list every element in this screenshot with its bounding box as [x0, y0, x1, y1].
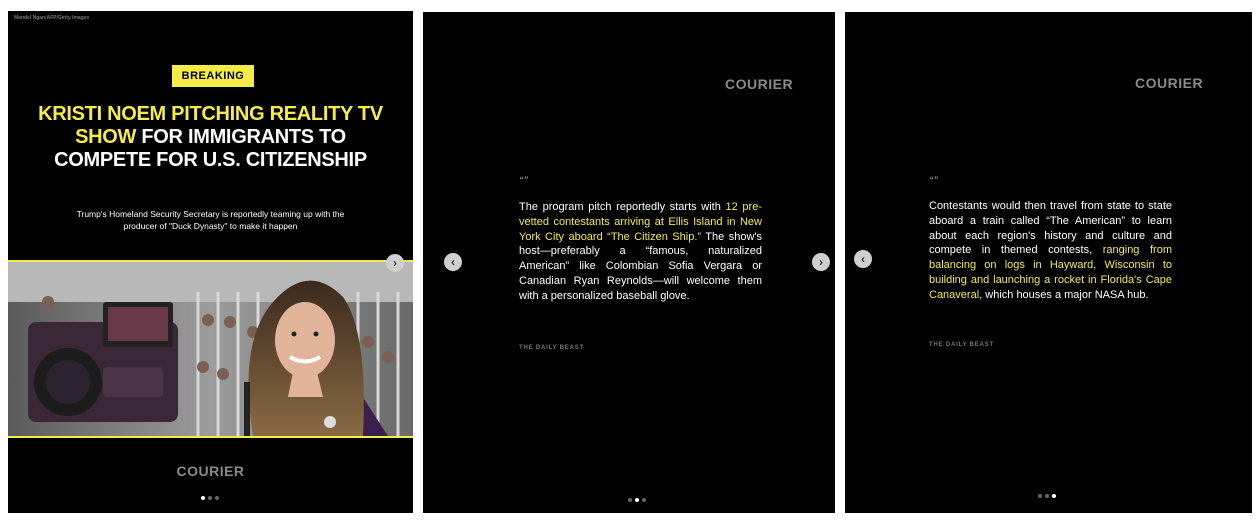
brand-logo: COURIER: [725, 76, 794, 92]
source-label: THE DAILY BEAST: [929, 342, 995, 348]
quote-icon: “”: [519, 175, 528, 185]
pagination-dot-2[interactable]: [635, 498, 639, 502]
quote-text-part: which houses a major NASA hub.: [982, 288, 1149, 301]
quote-text-part: Contestants would then travel from state to state aboard a train called “The American” to learn about each region's history and culture and compete in themed contests,: [929, 200, 1172, 257]
breaking-badge: BREAKING: [172, 65, 254, 87]
brand-logo: COURIER: [1135, 75, 1204, 91]
chevron-right-icon: ›: [819, 255, 823, 269]
quote-text: [929, 199, 1172, 303]
brand-logo: COURIER: [176, 463, 245, 479]
quote-text-highlight: ranging from balancing on logs in Hayward, Wisconsin to building and launching a rocket in Florida's Cape Canaveral,: [929, 244, 1172, 301]
pagination-dots: [628, 498, 646, 502]
prev-slide-button[interactable]: [444, 253, 462, 271]
next-slide-button[interactable]: [386, 254, 404, 272]
pagination-dot-3[interactable]: [1052, 494, 1056, 498]
carousel-slide-3: [845, 12, 1252, 513]
quote-icon: “”: [929, 175, 938, 185]
photo-credit: Mandel Ngan/AFP/Getty Images: [14, 15, 90, 21]
chevron-left-icon: ‹: [451, 255, 455, 269]
headline: [28, 103, 393, 172]
pagination-dot-2[interactable]: [1045, 494, 1049, 498]
pagination-dot-3[interactable]: [215, 496, 219, 500]
news-photo: [8, 260, 413, 438]
headline-rest: FOR IMMIGRANTS TO COMPETE FOR U.S. CITIZENSHIP: [54, 126, 367, 171]
pagination-dot-3[interactable]: [642, 498, 646, 502]
carousel-slide-2: [423, 12, 835, 513]
source-label: THE DAILY BEAST: [519, 345, 585, 351]
subheadline: Trump's Homeland Security Secretary is reportedly teaming up with the producer of "Duck Dynasty" to make it happen: [76, 209, 345, 231]
quote-text-part: The show's host—preferably a “famous, naturalized American” like Colombian Sofia Vergara or Canadian Ryan Reynolds—will welcome them with a personalized baseball glove.: [519, 230, 762, 302]
pagination-dots: [1038, 494, 1056, 498]
prev-slide-button[interactable]: [854, 250, 872, 268]
quote-text-highlight: 12 pre-vetted contestants arriving at Ellis Island in New York City aboard “The Citizen Ship.”: [519, 201, 762, 243]
pagination-dots: [201, 496, 219, 500]
pagination-dot-1[interactable]: [1038, 494, 1042, 498]
next-slide-button[interactable]: [812, 253, 830, 271]
quote-text: [519, 200, 762, 304]
pagination-dot-2[interactable]: [208, 496, 212, 500]
carousel-slide-1: [8, 11, 413, 513]
chevron-left-icon: ‹: [861, 252, 865, 266]
pagination-dot-1[interactable]: [201, 496, 205, 500]
pagination-dot-1[interactable]: [628, 498, 632, 502]
chevron-right-icon: ›: [393, 256, 397, 270]
quote-text-part: The program pitch reportedly starts with: [519, 201, 726, 213]
headline-highlight: KRISTI NOEM PITCHING REALITY TV SHOW: [38, 103, 383, 148]
news-photo-illustration: [8, 262, 413, 436]
